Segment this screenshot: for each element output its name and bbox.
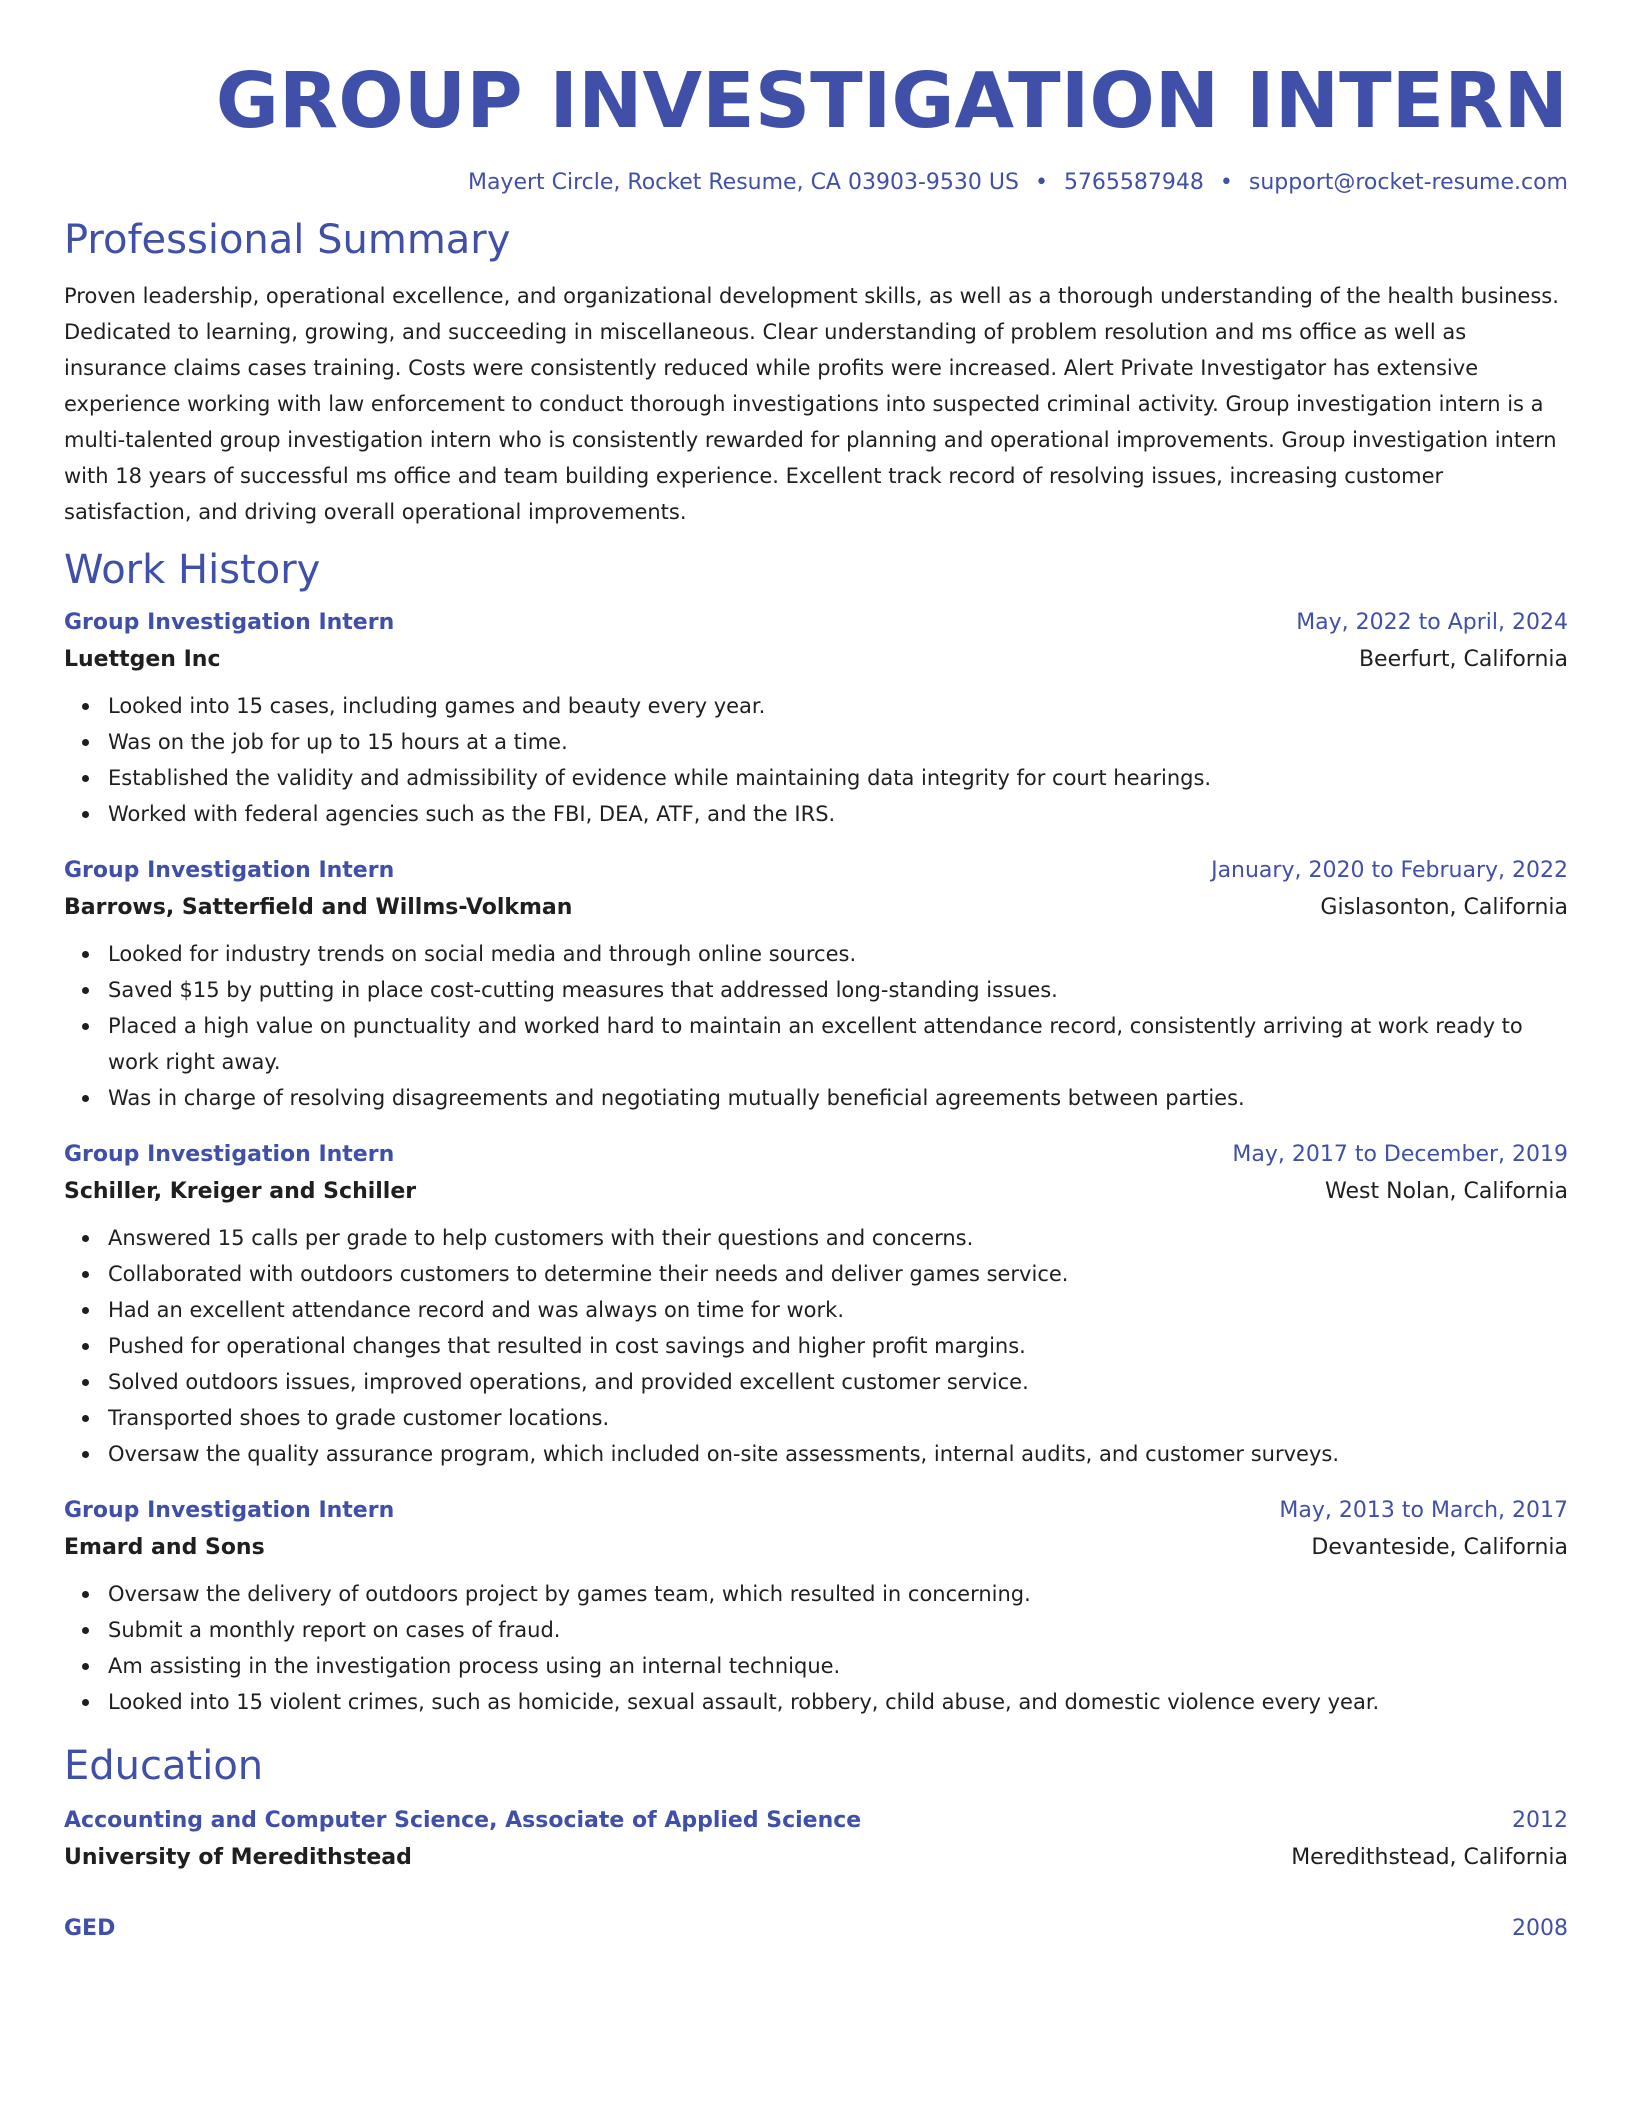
job-bullet: Looked into 15 cases, including games and beauty every year. <box>108 688 1568 724</box>
job-title: Group Investigation Intern <box>64 610 395 635</box>
job-title: Group Investigation Intern <box>64 1142 395 1167</box>
job-bullet: Established the validity and admissibility of evidence while maintaining data integrity for court hearings. <box>108 760 1568 796</box>
job-bullet: Was on the job for up to 15 hours at a time. <box>108 724 1568 760</box>
job-bullet: Worked with federal agencies such as the FBI, DEA, ATF, and the IRS. <box>108 796 1568 832</box>
resume-page <box>64 58 1568 1968</box>
education-degree: GED <box>64 1916 116 1941</box>
job-dates: May, 2013 to March, 2017 <box>1279 1498 1568 1523</box>
summary-heading: Professional Summary <box>64 217 511 263</box>
job-bullet: Placed a high value on punctuality and worked hard to maintain an excellent attendance record, consistently arriving at work ready to work right away. <box>108 1008 1568 1080</box>
job-company: Schiller, Kreiger and Schiller <box>64 1179 417 1204</box>
job-title: Group Investigation Intern <box>64 858 395 883</box>
job-bullet: Collaborated with outdoors customers to determine their needs and deliver games service. <box>108 1256 1568 1292</box>
work-history-list <box>64 606 1568 1720</box>
education-year: 2012 <box>1512 1808 1568 1833</box>
education-entry <box>64 1912 1568 1946</box>
job-bullet: Oversaw the quality assurance program, which included on-site assessments, internal audits, and customer surveys. <box>108 1436 1568 1472</box>
job-location: Beerfurt, California <box>1358 647 1568 672</box>
job-bullet: Oversaw the delivery of outdoors project by games team, which resulted in concerning. <box>108 1576 1568 1612</box>
job-bullet: Looked into 15 violent crimes, such as homicide, sexual assault, robbery, child abuse, and domestic violence every year. <box>108 1684 1568 1720</box>
job-bullets <box>64 688 1568 832</box>
job-location: Devanteside, California <box>1311 1535 1568 1560</box>
job-bullets <box>64 1220 1568 1472</box>
job-bullet: Was in charge of resolving disagreements and negotiating mutually beneficial agreements between parties. <box>108 1080 1568 1116</box>
job-bullets <box>64 1576 1568 1720</box>
education-heading: Education <box>64 1743 264 1789</box>
education-location: Meredithstead, California <box>1291 1845 1568 1870</box>
contact-address: Mayert Circle, Rocket Resume, CA 03903-9530 US <box>467 170 1019 195</box>
job-entry <box>64 1138 1568 1472</box>
resume-title: GROUP INVESTIGATION INTERN <box>215 57 1568 146</box>
job-dates: January, 2020 to February, 2022 <box>1211 858 1568 883</box>
job-title: Group Investigation Intern <box>64 1498 395 1523</box>
job-company: Emard and Sons <box>64 1535 265 1560</box>
education-entry <box>64 1804 1568 1878</box>
job-entry <box>64 854 1568 1116</box>
education-list <box>64 1804 1568 1946</box>
contact-separator: • <box>1219 170 1233 195</box>
job-location: Gislasonton, California <box>1320 895 1568 920</box>
job-bullet: Had an excellent attendance record and was always on time for work. <box>108 1292 1568 1328</box>
contact-email[interactable]: support@rocket-resume.com <box>1248 170 1568 195</box>
summary-text: Proven leadership, operational excellence, and organizational development skills, as well as a thorough understanding of the health business. Dedicated to learning, growing, and succeeding in miscellaneous. Clear understanding of problem resolution and ms office as well as insurance claims cases training. Costs were consistently reduced while profits were increased. Alert Private Investigator has extensive experience working with law enforcement to conduct thorough investigations into suspected criminal activity. Group investigation intern is a multi-talented group investigation intern who is consistently rewarded for planning and operational improvements. Group investigation intern with 18 years of successful ms office and team building experience. Excellent track record of resolving issues, increasing customer satisfaction, and driving overall operational improvements. <box>64 284 1559 524</box>
job-company: Barrows, Satterfield and Willms-Volkman <box>64 895 573 920</box>
job-entry <box>64 606 1568 832</box>
job-bullet: Answered 15 calls per grade to help customers with their questions and concerns. <box>108 1220 1568 1256</box>
job-location: West Nolan, California <box>1325 1179 1568 1204</box>
contact-phone: 5765587948 <box>1063 170 1204 195</box>
job-bullet: Am assisting in the investigation process using an internal technique. <box>108 1648 1568 1684</box>
job-bullet: Saved $15 by putting in place cost-cutting measures that addressed long-standing issues. <box>108 972 1568 1008</box>
job-dates: May, 2017 to December, 2019 <box>1232 1142 1568 1167</box>
education-degree: Accounting and Computer Science, Associate of Applied Science <box>64 1808 862 1833</box>
job-bullet: Pushed for operational changes that resulted in cost savings and higher profit margins. <box>108 1328 1568 1364</box>
work-history-heading: Work History <box>64 547 321 593</box>
job-entry <box>64 1494 1568 1720</box>
job-company: Luettgen Inc <box>64 647 221 672</box>
job-bullet: Transported shoes to grade customer locations. <box>108 1400 1568 1436</box>
job-dates: May, 2022 to April, 2024 <box>1296 610 1568 635</box>
contact-separator: • <box>1034 170 1048 195</box>
job-bullet: Submit a monthly report on cases of fraud. <box>108 1612 1568 1648</box>
education-school: University of Meredithstead <box>64 1845 412 1870</box>
contact-line <box>64 146 1568 202</box>
job-bullet: Solved outdoors issues, improved operations, and provided excellent customer service. <box>108 1364 1568 1400</box>
education-year: 2008 <box>1512 1916 1568 1941</box>
job-bullets <box>64 936 1568 1116</box>
job-bullet: Looked for industry trends on social media and through online sources. <box>108 936 1568 972</box>
